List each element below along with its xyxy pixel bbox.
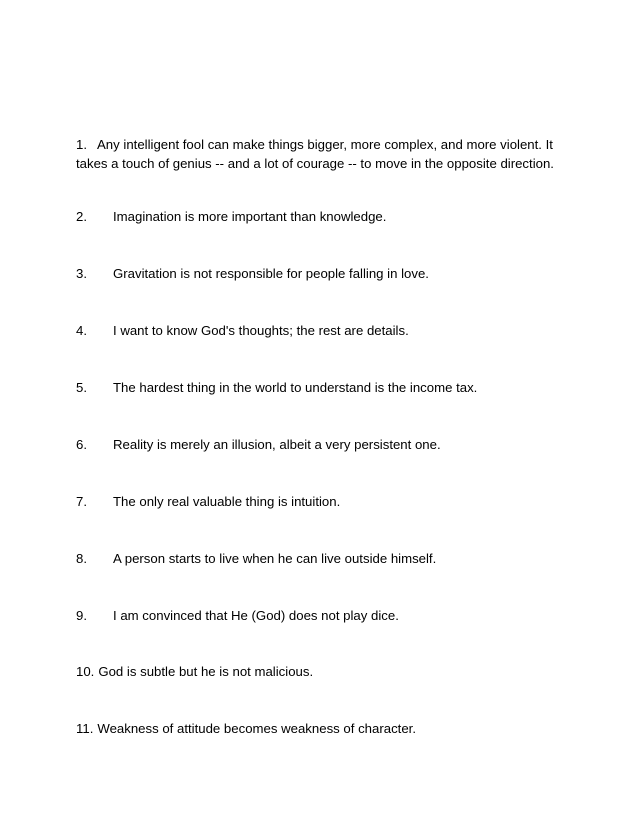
quote-item-2: [76, 207, 386, 226]
quote-text: The hardest thing in the world to understand is the income tax.: [113, 380, 478, 395]
quote-text: I want to know God's thoughts; the rest are details.: [113, 323, 409, 338]
quote-number: 9.: [76, 608, 87, 623]
quote-item-5: [76, 378, 477, 397]
quote-item-1: [76, 135, 554, 173]
quote-number: 1.: [76, 137, 87, 152]
quote-text: Weakness of attitude becomes weakness of character.: [97, 721, 416, 736]
quote-text: Imagination is more important than knowledge.: [113, 209, 387, 224]
quote-text: Gravitation is not responsible for people falling in love.: [113, 266, 429, 281]
quote-item-3: [76, 264, 429, 283]
quote-number: 10.: [76, 664, 95, 679]
quote-number: 7.: [76, 494, 87, 509]
quote-number: 5.: [76, 380, 87, 395]
quote-number: 4.: [76, 323, 87, 338]
quote-number: 11.: [76, 721, 94, 736]
quote-number: 8.: [76, 551, 87, 566]
quote-number: 2.: [76, 209, 87, 224]
quote-text: Reality is merely an illusion, albeit a very persistent one.: [113, 437, 441, 452]
quote-text: God is subtle but he is not malicious.: [98, 664, 314, 679]
quote-item-10: [76, 662, 313, 681]
quote-text-line-1: Any intelligent fool can make things bigger, more complex, and more violent. It: [97, 137, 553, 152]
quote-item-7: [76, 492, 340, 511]
quote-item-9: [76, 606, 399, 625]
quote-item-4: [76, 321, 409, 340]
quote-number: 3.: [76, 266, 87, 281]
quote-number: 6.: [76, 437, 87, 452]
quote-item-11: [76, 719, 416, 738]
quote-text: The only real valuable thing is intuition.: [113, 494, 341, 509]
quote-text-line-2: takes a touch of genius -- and a lot of courage -- to move in the opposite direction.: [76, 156, 554, 171]
quote-text: I am convinced that He (God) does not play dice.: [113, 608, 399, 623]
quote-text: A person starts to live when he can live outside himself.: [113, 551, 437, 566]
quote-item-6: [76, 435, 441, 454]
quote-item-8: [76, 549, 436, 568]
